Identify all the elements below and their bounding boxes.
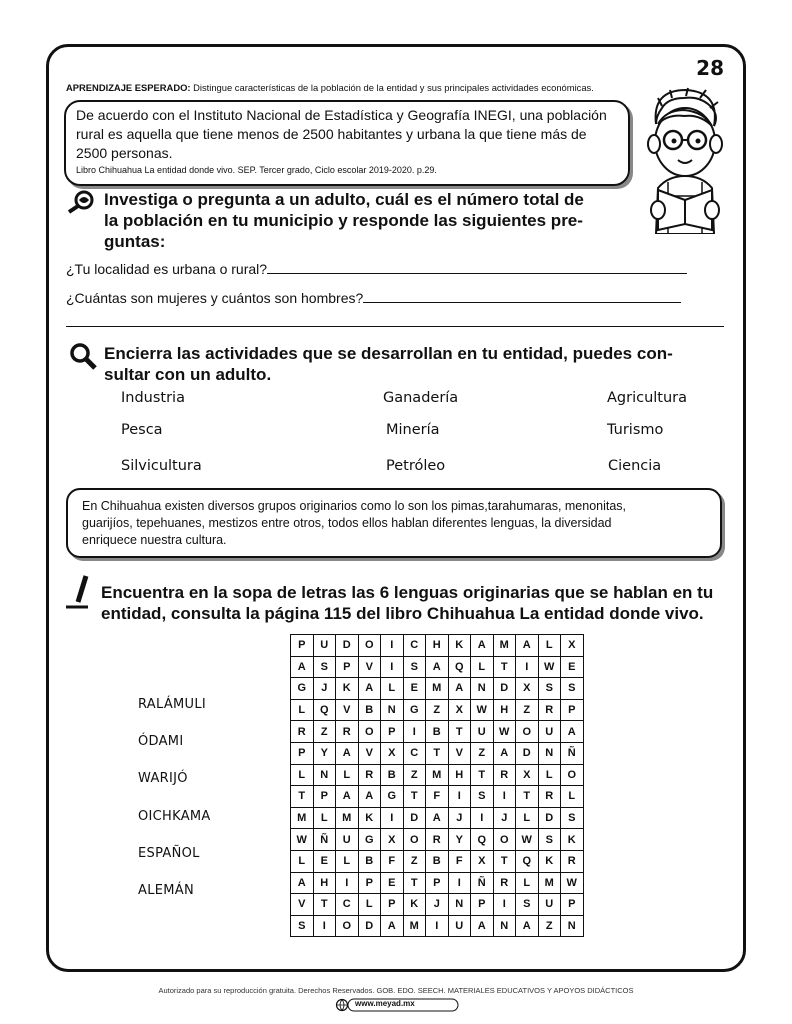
grid-cell[interactable]: M — [426, 764, 449, 786]
grid-cell[interactable]: R — [291, 721, 314, 743]
grid-cell[interactable]: P — [336, 656, 359, 678]
grid-cell[interactable]: Q — [516, 850, 539, 872]
grid-cell[interactable]: L — [471, 656, 494, 678]
grid-cell[interactable]: R — [561, 850, 584, 872]
question-urban-rural — [66, 260, 687, 277]
answer-line[interactable] — [363, 289, 681, 303]
grid-cell[interactable]: M — [426, 678, 449, 700]
grid-cell[interactable]: Z — [313, 721, 336, 743]
website-link[interactable]: www.meyad.mx — [355, 999, 415, 1008]
grid-cell[interactable]: N — [448, 894, 471, 916]
grid-cell[interactable]: O — [561, 764, 584, 786]
grid-cell[interactable]: U — [538, 894, 561, 916]
grid-cell[interactable]: L — [313, 807, 336, 829]
grid-cell[interactable]: P — [426, 872, 449, 894]
grid-cell[interactable]: J — [448, 807, 471, 829]
grid-cell[interactable]: R — [493, 764, 516, 786]
grid-cell[interactable]: Ñ — [471, 872, 494, 894]
grid-cell[interactable]: G — [381, 786, 404, 808]
grid-cell[interactable]: O — [336, 915, 359, 937]
grid-cell[interactable]: G — [291, 678, 314, 700]
grid-row — [291, 764, 584, 786]
grid-cell[interactable]: E — [403, 678, 426, 700]
grid-cell[interactable]: I — [471, 807, 494, 829]
question-women-men — [66, 289, 681, 306]
grid-cell[interactable]: I — [493, 894, 516, 916]
grid-cell[interactable]: W — [538, 656, 561, 678]
grid-cell[interactable]: A — [561, 721, 584, 743]
grid-cell[interactable]: A — [471, 635, 494, 657]
grid-cell[interactable]: X — [381, 742, 404, 764]
grid-cell[interactable]: Y — [313, 742, 336, 764]
grid-cell[interactable]: M — [336, 807, 359, 829]
grid-cell[interactable]: X — [516, 678, 539, 700]
grid-cell[interactable]: A — [516, 635, 539, 657]
grid-cell[interactable]: S — [313, 656, 336, 678]
grid-cell[interactable]: D — [493, 678, 516, 700]
grid-cell[interactable]: W — [471, 699, 494, 721]
grid-row — [291, 850, 584, 872]
pencil-icon — [64, 574, 94, 610]
grid-cell[interactable]: W — [561, 872, 584, 894]
grid-cell[interactable]: E — [561, 656, 584, 678]
task2-instructions — [104, 343, 673, 385]
learning-objective-text: Distingue características de la población de la entidad y sus principales actividades económicas. — [190, 82, 594, 93]
grid-cell[interactable]: S — [538, 678, 561, 700]
grid-cell[interactable]: N — [313, 764, 336, 786]
info-line: guarijíos, tepehuanes, mestizos entre otros, todos ellos hablan diferentes lenguas, la diversidad — [82, 516, 612, 530]
grid-cell[interactable]: X — [516, 764, 539, 786]
grid-cell[interactable]: A — [291, 872, 314, 894]
section-divider — [66, 326, 724, 327]
grid-cell[interactable]: F — [426, 786, 449, 808]
grid-cell[interactable]: L — [538, 764, 561, 786]
grid-cell[interactable]: Q — [448, 656, 471, 678]
info-line: De acuerdo con el Instituto Nacional de Estadística y Geografía INEGI, una población — [76, 107, 607, 123]
grid-cell[interactable]: I — [448, 786, 471, 808]
grid-cell[interactable]: X — [448, 699, 471, 721]
grid-cell[interactable]: S — [561, 678, 584, 700]
grid-cell[interactable]: X — [381, 829, 404, 851]
info-line: En Chihuahua existen diversos grupos originarios como lo son los pimas,tarahumaras, menonitas, — [82, 499, 627, 513]
grid-row — [291, 807, 584, 829]
grid-cell[interactable]: U — [538, 721, 561, 743]
reading-boy-illustration — [628, 84, 740, 234]
grid-cell[interactable]: T — [493, 656, 516, 678]
grid-cell[interactable]: I — [403, 721, 426, 743]
grid-cell[interactable]: R — [538, 699, 561, 721]
grid-cell[interactable]: T — [493, 850, 516, 872]
activity-option[interactable]: Agricultura — [607, 390, 688, 406]
grid-cell[interactable]: E — [313, 850, 336, 872]
grid-cell[interactable]: V — [336, 699, 359, 721]
grid-cell[interactable]: J — [313, 678, 336, 700]
question-text: ¿Cuántas son mujeres y cuántos son hombres? — [66, 290, 364, 306]
grid-cell[interactable]: X — [471, 850, 494, 872]
activity-option[interactable]: Ciencia — [608, 458, 662, 474]
grid-cell[interactable]: L — [561, 786, 584, 808]
grid-cell[interactable]: B — [358, 850, 381, 872]
cultures-info-box — [66, 488, 722, 558]
grid-cell[interactable]: Z — [403, 850, 426, 872]
grid-cell[interactable]: M — [291, 807, 314, 829]
grid-cell[interactable]: P — [381, 894, 404, 916]
grid-cell[interactable]: I — [426, 915, 449, 937]
grid-cell[interactable]: N — [561, 915, 584, 937]
word-to-find: WARIJÓ — [138, 771, 188, 786]
activity-option[interactable]: Minería — [386, 422, 440, 438]
activity-option[interactable]: Petróleo — [386, 458, 446, 474]
info-line: enriquece nuestra cultura. — [82, 533, 227, 547]
grid-row — [291, 656, 584, 678]
grid-cell[interactable]: C — [336, 894, 359, 916]
grid-cell[interactable]: W — [291, 829, 314, 851]
grid-cell[interactable]: N — [381, 699, 404, 721]
population-info-box — [64, 100, 630, 186]
activity-option[interactable]: Ganadería — [383, 390, 459, 406]
grid-cell[interactable]: T — [403, 872, 426, 894]
activity-option[interactable]: Industria — [121, 390, 185, 406]
grid-cell[interactable]: H — [448, 764, 471, 786]
grid-cell[interactable]: V — [358, 742, 381, 764]
grid-cell[interactable]: M — [538, 872, 561, 894]
grid-cell[interactable]: Q — [313, 699, 336, 721]
task3-line: entidad, consulta la página 115 del libro Chihuahua La entidad donde vivo. — [101, 604, 704, 623]
grid-cell[interactable]: A — [426, 656, 449, 678]
grid-cell[interactable]: A — [471, 915, 494, 937]
grid-cell[interactable]: D — [403, 807, 426, 829]
grid-cell[interactable]: Z — [403, 764, 426, 786]
grid-row — [291, 829, 584, 851]
grid-cell[interactable]: H — [493, 699, 516, 721]
grid-cell[interactable]: P — [471, 894, 494, 916]
question-text: ¿Tu localidad es urbana o rural? — [66, 261, 268, 277]
activity-option[interactable]: Pesca — [121, 422, 163, 438]
grid-cell[interactable]: I — [381, 807, 404, 829]
grid-cell[interactable]: P — [291, 742, 314, 764]
grid-cell[interactable]: K — [336, 678, 359, 700]
grid-cell[interactable]: A — [426, 807, 449, 829]
grid-cell[interactable]: I — [493, 786, 516, 808]
grid-cell[interactable]: A — [291, 656, 314, 678]
magnifier-icon — [66, 190, 96, 214]
grid-cell[interactable]: V — [358, 656, 381, 678]
grid-cell[interactable]: D — [358, 915, 381, 937]
grid-cell[interactable]: B — [381, 764, 404, 786]
grid-cell[interactable]: R — [493, 872, 516, 894]
task2-line: sultar con un adulto. — [104, 365, 272, 384]
grid-cell[interactable]: P — [313, 786, 336, 808]
grid-cell[interactable]: F — [448, 850, 471, 872]
grid-cell[interactable]: K — [538, 850, 561, 872]
grid-cell[interactable]: S — [538, 829, 561, 851]
grid-cell[interactable]: O — [516, 721, 539, 743]
grid-cell[interactable]: U — [448, 915, 471, 937]
grid-cell[interactable]: S — [403, 656, 426, 678]
grid-cell[interactable]: I — [313, 915, 336, 937]
grid-row — [291, 786, 584, 808]
grid-cell[interactable]: L — [516, 807, 539, 829]
grid-cell[interactable]: S — [471, 786, 494, 808]
grid-cell[interactable]: V — [448, 742, 471, 764]
grid-cell[interactable]: A — [448, 678, 471, 700]
grid-cell[interactable]: L — [516, 872, 539, 894]
info-line: 2500 personas. — [76, 145, 173, 161]
grid-cell[interactable]: S — [561, 807, 584, 829]
grid-cell[interactable]: T — [291, 786, 314, 808]
magnifier-icon — [68, 342, 98, 370]
grid-cell[interactable]: J — [493, 807, 516, 829]
word-to-find: ÓDAMI — [138, 734, 184, 749]
task1-line: guntas: — [104, 232, 166, 251]
grid-cell[interactable]: A — [336, 742, 359, 764]
task1-line: la población en tu municipio y responde las siguientes pre- — [104, 211, 583, 230]
grid-cell[interactable]: L — [291, 850, 314, 872]
grid-cell[interactable]: R — [538, 786, 561, 808]
grid-cell[interactable]: P — [291, 635, 314, 657]
grid-cell[interactable]: A — [336, 786, 359, 808]
grid-cell[interactable]: L — [358, 894, 381, 916]
task3-line: Encuentra en la sopa de letras las 6 lenguas originarias que se hablan en tu — [101, 583, 714, 602]
grid-cell[interactable]: C — [403, 635, 426, 657]
grid-cell[interactable]: R — [358, 764, 381, 786]
grid-cell[interactable]: V — [291, 894, 314, 916]
grid-cell[interactable]: P — [561, 699, 584, 721]
grid-cell[interactable]: G — [403, 699, 426, 721]
grid-cell[interactable]: Ñ — [313, 829, 336, 851]
grid-cell[interactable]: D — [516, 742, 539, 764]
grid-cell[interactable]: K — [403, 894, 426, 916]
grid-cell[interactable]: Z — [538, 915, 561, 937]
grid-cell[interactable]: I — [381, 635, 404, 657]
grid-cell[interactable]: O — [403, 829, 426, 851]
grid-cell[interactable]: A — [358, 786, 381, 808]
grid-cell[interactable]: X — [561, 635, 584, 657]
grid-cell[interactable]: L — [336, 850, 359, 872]
task1-instructions — [104, 189, 584, 252]
grid-cell[interactable]: Ñ — [561, 742, 584, 764]
grid-cell[interactable]: U — [313, 635, 336, 657]
word-to-find: ALEMÁN — [138, 883, 194, 898]
activity-option[interactable]: Silvicultura — [121, 458, 202, 474]
grid-row — [291, 872, 584, 894]
grid-cell[interactable]: Z — [471, 742, 494, 764]
grid-cell[interactable]: Z — [516, 699, 539, 721]
word-to-find: ESPAÑOL — [138, 846, 200, 861]
grid-cell[interactable]: Z — [426, 699, 449, 721]
grid-row — [291, 742, 584, 764]
grid-cell[interactable]: U — [336, 829, 359, 851]
grid-cell[interactable]: B — [358, 699, 381, 721]
grid-cell[interactable]: A — [358, 678, 381, 700]
grid-cell[interactable]: M — [403, 915, 426, 937]
grid-cell[interactable]: I — [448, 872, 471, 894]
grid-cell[interactable]: S — [291, 915, 314, 937]
grid-cell[interactable]: B — [426, 850, 449, 872]
grid-cell[interactable]: T — [448, 721, 471, 743]
grid-cell[interactable]: G — [358, 829, 381, 851]
grid-cell[interactable]: Q — [471, 829, 494, 851]
grid-cell[interactable]: J — [426, 894, 449, 916]
grid-cell[interactable]: N — [471, 678, 494, 700]
grid-cell[interactable]: C — [403, 742, 426, 764]
grid-cell[interactable]: U — [471, 721, 494, 743]
grid-cell[interactable]: A — [516, 915, 539, 937]
page-number: 28 — [696, 56, 724, 80]
grid-cell[interactable]: S — [516, 894, 539, 916]
grid-cell[interactable]: D — [336, 635, 359, 657]
grid-row — [291, 678, 584, 700]
grid-cell[interactable]: N — [538, 742, 561, 764]
grid-cell[interactable]: D — [538, 807, 561, 829]
learning-objective-label: APRENDIZAJE ESPERADO: — [66, 82, 191, 93]
task1-line: Investiga o pregunta a un adulto, cuál es el número total de — [104, 190, 584, 209]
grid-row — [291, 894, 584, 916]
grid-cell[interactable]: T — [313, 894, 336, 916]
grid-cell[interactable]: I — [516, 656, 539, 678]
grid-row — [291, 721, 584, 743]
grid-cell[interactable]: L — [381, 678, 404, 700]
grid-cell[interactable]: L — [336, 764, 359, 786]
grid-row — [291, 915, 584, 937]
grid-row — [291, 635, 584, 657]
grid-cell[interactable]: T — [471, 764, 494, 786]
word-to-find: RALÁMULI — [138, 697, 207, 712]
grid-cell[interactable]: L — [538, 635, 561, 657]
activity-option[interactable]: Turismo — [607, 422, 664, 438]
grid-cell[interactable]: I — [336, 872, 359, 894]
learning-objective — [66, 82, 594, 93]
footer-copyright: Autorizado para su reproducción gratuita. Derechos Reservados. GOB. EDO. SEECH. MATERIALES EDUCATIVOS Y APOYOS DIDÁCTICOS — [158, 986, 634, 995]
word-search-grid — [290, 634, 584, 937]
grid-cell[interactable]: P — [381, 721, 404, 743]
grid-cell[interactable]: M — [493, 635, 516, 657]
grid-cell[interactable]: Y — [448, 829, 471, 851]
task2-line: Encierra las actividades que se desarrollan en tu entidad, puedes con- — [104, 344, 673, 363]
grid-cell[interactable]: A — [493, 742, 516, 764]
grid-cell[interactable]: F — [381, 850, 404, 872]
grid-cell[interactable]: L — [291, 699, 314, 721]
answer-line[interactable] — [267, 260, 687, 274]
grid-cell[interactable]: H — [426, 635, 449, 657]
grid-cell[interactable]: E — [381, 872, 404, 894]
info-line: rural es aquella que tiene menos de 2500 habitantes y urbana la que tiene más de — [76, 126, 587, 142]
grid-cell[interactable]: R — [426, 829, 449, 851]
grid-cell[interactable]: T — [426, 742, 449, 764]
grid-cell[interactable]: T — [516, 786, 539, 808]
grid-cell[interactable]: I — [381, 656, 404, 678]
grid-cell[interactable]: O — [358, 721, 381, 743]
grid-cell[interactable]: K — [448, 635, 471, 657]
grid-cell[interactable]: B — [426, 721, 449, 743]
info-source: Libro Chihuahua La entidad donde vivo. SEP. Tercer grado, Ciclo escolar 2019-2020. p.29. — [76, 165, 437, 175]
grid-cell[interactable]: N — [493, 915, 516, 937]
grid-row — [291, 699, 584, 721]
grid-cell[interactable]: A — [381, 915, 404, 937]
grid-cell[interactable]: R — [336, 721, 359, 743]
word-to-find: OICHKAMA — [138, 809, 211, 824]
task3-instructions — [101, 582, 713, 624]
grid-cell[interactable]: P — [561, 894, 584, 916]
grid-cell[interactable]: W — [516, 829, 539, 851]
grid-cell[interactable]: P — [358, 872, 381, 894]
grid-cell[interactable]: L — [291, 764, 314, 786]
grid-cell[interactable]: H — [313, 872, 336, 894]
grid-cell[interactable]: O — [493, 829, 516, 851]
grid-cell[interactable]: T — [403, 786, 426, 808]
grid-cell[interactable]: W — [493, 721, 516, 743]
grid-cell[interactable]: K — [358, 807, 381, 829]
grid-cell[interactable]: O — [358, 635, 381, 657]
grid-cell[interactable]: K — [561, 829, 584, 851]
